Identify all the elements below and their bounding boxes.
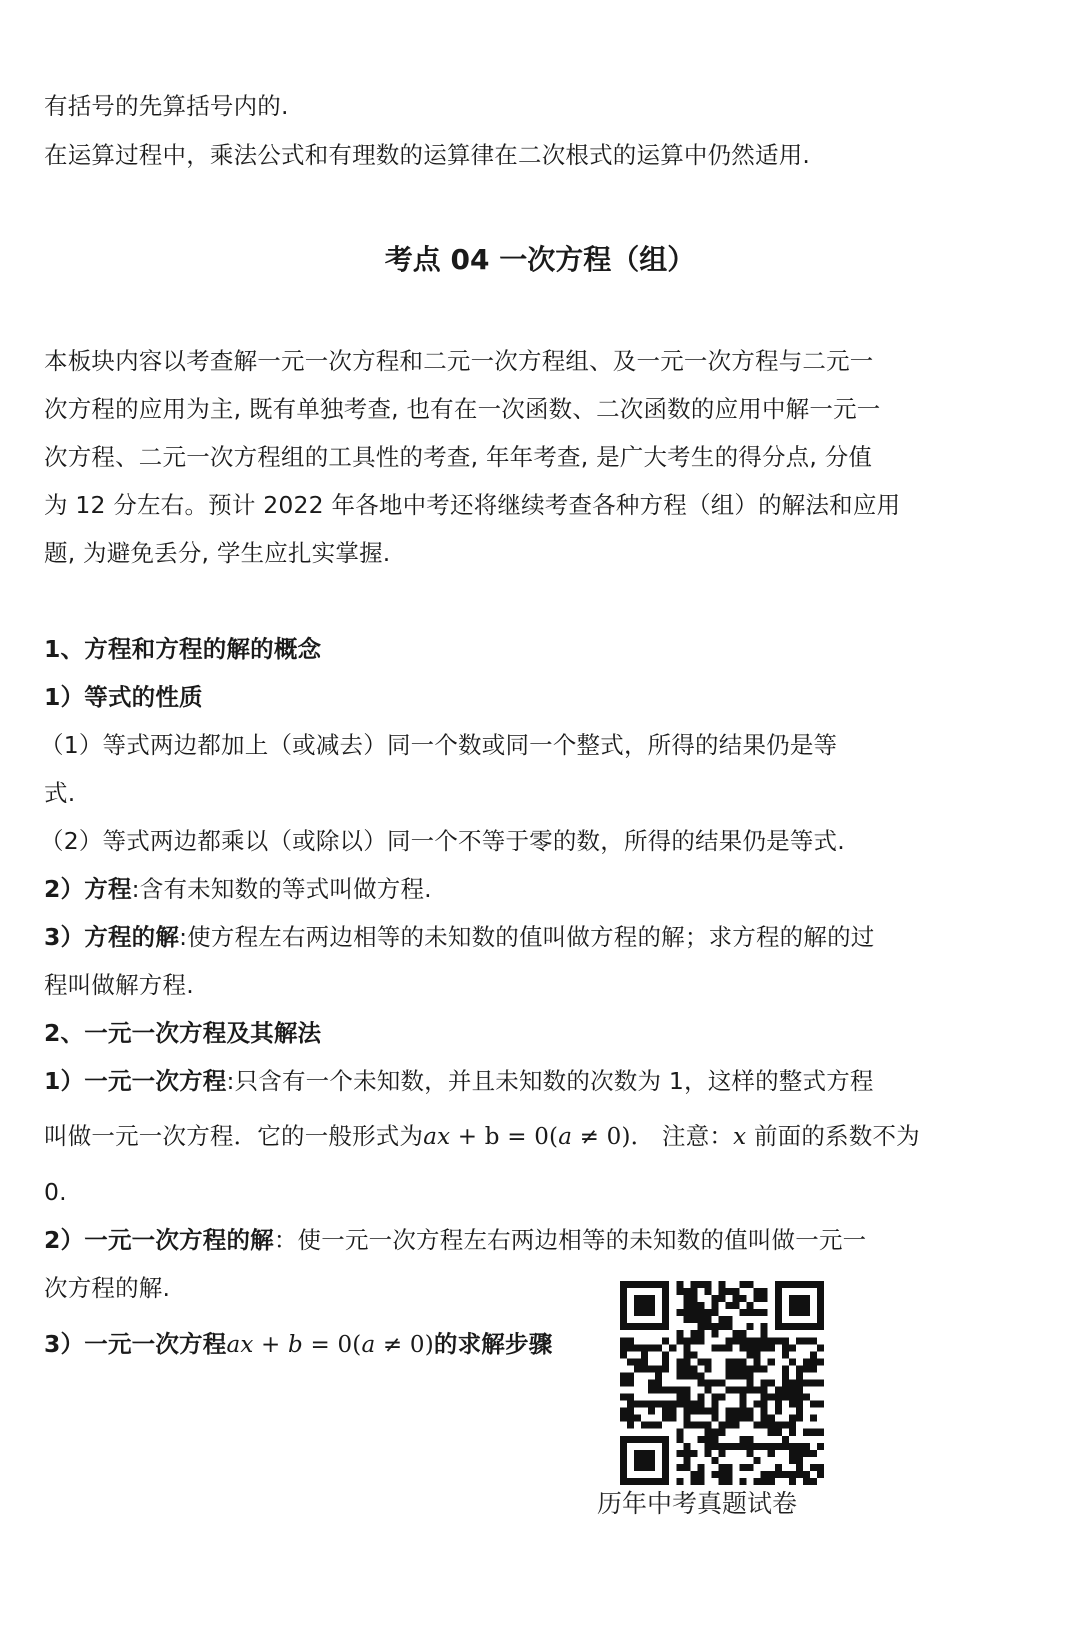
solving-steps-formula: ax + b = 0(a ≠ 0) [226,1332,434,1358]
linear-def-line-a [44,1065,874,1097]
summary-line-2: 次方程的应用为主, 既有单独考查, 也有在一次函数、二次函数的应用中解一元一 [44,395,881,423]
linear-solution-label: 2）一元一次方程的解 [44,1226,274,1254]
variable-x: x [733,1124,747,1150]
definition-solution-text: :使方程左右两边相等的未知数的值叫做方程的解；求方程的解的过 [179,923,875,951]
definition-equation [44,873,432,905]
linear-def-line-c: 0. [44,1178,67,1206]
intro-line-1: 有括号的先算括号内的. [44,92,289,120]
property-2: （2）等式两边都乘以（或除以）同一个不等于零的数，所得的结果仍是等式. [40,827,845,855]
formula-ne: ≠ 0) [572,1124,631,1150]
qr-finder-bl [620,1436,669,1485]
qr-finder-tl [620,1281,669,1330]
solving-steps-suffix: 的求解步骤 [433,1330,553,1358]
formula-ax: ax [423,1124,451,1150]
qr-finder-tr [775,1281,824,1330]
solving-steps-heading [44,1328,552,1361]
linear-solution-line-b: 次方程的解. [44,1274,171,1302]
linear-solution-line-a [44,1224,866,1256]
definition-equation-text: :含有未知数的等式叫做方程. [131,875,432,903]
summary-line-4: 为 12 分左右。预计 2022 年各地中考还将继续考查各种方程（组）的解法和应用 [44,491,901,519]
linear-solution-text: ：使一元一次方程左右两边相等的未知数的值叫做一元一 [273,1226,867,1254]
linear-def-line-b [44,1120,920,1153]
heading-linear-equation: 2、一元一次方程及其解法 [44,1019,322,1047]
summary-line-3: 次方程、二元一次方程组的工具性的考查, 年年考查, 是广大考生的得分点, 分值 [44,443,873,471]
qr-code[interactable] [620,1281,824,1485]
solving-steps-label: 3）一元一次方程 [44,1330,227,1358]
linear-def-text-b2: ． 注意： [630,1122,734,1150]
summary-line-5: 题, 为避免丢分, 学生应扎实掌握. [44,539,391,567]
definition-equation-label: 2）方程 [44,875,132,903]
property-1-line-a: （1）等式两边都加上（或减去）同一个数或同一个整式，所得的结果仍是等 [40,731,838,759]
definition-solution-label: 3）方程的解 [44,923,180,951]
heading-concept: 1、方程和方程的解的概念 [44,635,322,663]
formula-a: a [558,1124,573,1150]
general-form-formula [423,1124,630,1150]
definition-solution [44,921,874,953]
definition-solution-cont: 程叫做解方程. [44,971,194,999]
qr-caption: 历年中考真题试卷 [597,1489,798,1518]
section-title: 考点 04 一次方程（组） [384,243,696,276]
linear-def-label: 1）一元一次方程 [44,1067,227,1095]
property-1-line-b: 式. [44,779,76,807]
subheading-equality-properties: 1）等式的性质 [44,683,203,711]
formula-rest: + b = 0( [450,1124,559,1150]
summary-line-1: 本板块内容以考查解一元一次方程和二元一次方程组、及一元一次方程与二元一 [44,347,874,375]
linear-def-text-b3: 前面的系数不为 [746,1122,920,1150]
intro-line-2: 在运算过程中，乘法公式和有理数的运算律在二次根式的运算中仍然适用. [44,141,811,169]
linear-def-text-b1: 叫做一元一次方程．它的一般形式为 [44,1122,424,1150]
linear-def-text: :只含有一个未知数，并且未知数的次数为 1，这样的整式方程 [226,1067,874,1095]
